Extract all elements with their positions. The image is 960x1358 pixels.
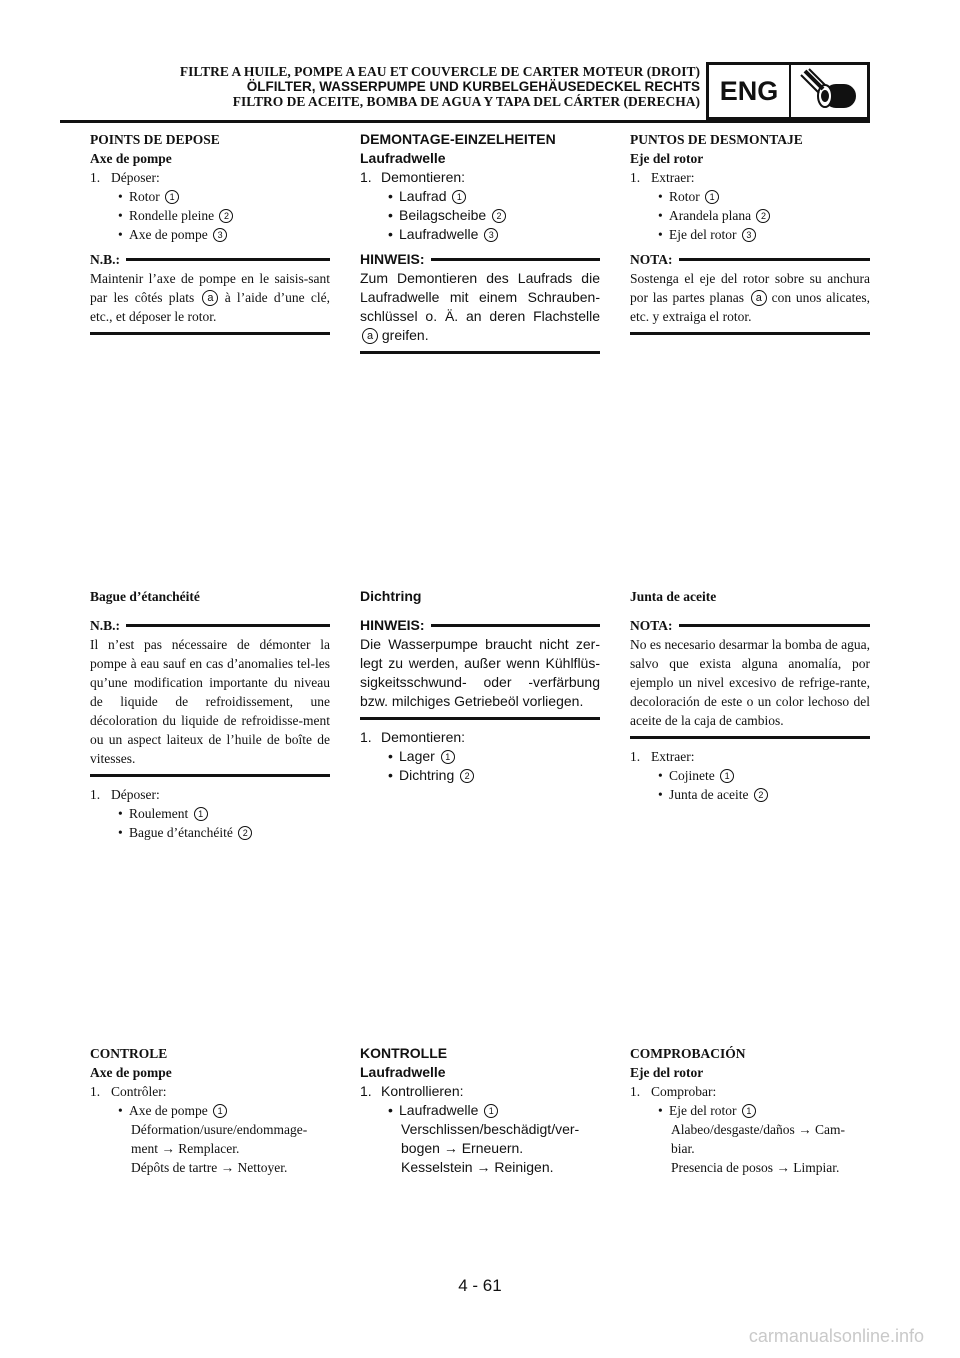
section-badge	[706, 62, 870, 120]
item-text: Rotor	[129, 189, 160, 204]
section-heading: Junta de aceite	[630, 589, 717, 604]
ref-number: 3	[484, 228, 498, 242]
section-label: ENG	[709, 65, 791, 117]
ref-number: 2	[238, 826, 252, 840]
section-heading: Bague d’étanchéité	[90, 589, 200, 604]
de-inspection-section	[360, 1044, 600, 1177]
list-item: • Rotor 1	[90, 187, 330, 206]
section-heading: Dichtring	[360, 588, 422, 604]
note-label: N.B.:	[90, 618, 120, 633]
ref-number: 1	[213, 1104, 227, 1118]
inspection-line: Kesselstein → Reinigen.	[401, 1159, 554, 1175]
note-end-rule	[630, 332, 870, 335]
item-text: Roulement	[129, 806, 189, 821]
list-item: • Laufradwelle 3	[360, 225, 600, 244]
item-text: Eje del rotor	[669, 227, 737, 242]
inspection-line: Alabeo/desgaste/daños → Cam-	[671, 1122, 845, 1137]
section-heading: CONTROLE	[90, 1046, 168, 1061]
inspection-line: biar.	[671, 1141, 695, 1156]
step	[630, 747, 870, 766]
section-heading: DEMONTAGE-EINZELHEITEN	[360, 131, 556, 147]
note-header	[360, 616, 600, 635]
section-subheading: Eje del rotor	[630, 151, 704, 166]
inspection-line: ment → Remplacer.	[131, 1141, 240, 1156]
note-header	[630, 250, 870, 269]
section-subheading: Axe de pompe	[90, 1065, 172, 1080]
list-item: • Cojinete 1	[630, 766, 870, 785]
note-text: No es necesario desarmar la bomba de agua, salvo que exista alguna anomalía, por ejemplo un nivel excesivo de refrige-rante, decoloración de este o un color lechoso del aceite de la caja de cambios.	[630, 637, 870, 728]
note-header	[360, 250, 600, 269]
note-label: NOTA:	[630, 252, 673, 267]
ref-letter: a	[202, 290, 218, 306]
ref-number: 1	[705, 190, 719, 204]
step	[630, 168, 870, 187]
ref-number: 2	[754, 788, 768, 802]
inspection-line: Verschlissen/beschädigt/ver-	[401, 1121, 580, 1137]
list-item: • Axe de pompe 1	[90, 1101, 330, 1120]
header-title-fr: FILTRE A HUILE, POMPE A EAU ET COUVERCLE DE CARTER MOTEUR (DROIT)	[179, 64, 700, 79]
ref-number: 1	[484, 1104, 498, 1118]
fr-inspection-section	[90, 1044, 330, 1177]
section-heading: COMPROBACIÓN	[630, 1046, 746, 1061]
step	[360, 1082, 600, 1101]
es-seal-section	[630, 587, 870, 804]
note-text: Zum Demontieren des Laufrads die Laufradwelle mit einem Schrauben-schlüssel o. Ä. an deren Flachstelle a greifen.	[360, 270, 600, 343]
header-title-es: FILTRO DE ACEITE, BOMBA DE AGUA Y TAPA DEL CÁRTER (DERECHA)	[232, 94, 700, 109]
header-title-de: ÖLFILTER, WASSERPUMPE UND KURBELGEHÄUSEDECKEL RECHTS	[246, 79, 700, 94]
step	[90, 168, 330, 187]
list-item: • Axe de pompe 3	[90, 225, 330, 244]
note-label: N.B.:	[90, 252, 120, 267]
step-number: 1.	[360, 1083, 372, 1099]
step	[360, 728, 600, 747]
step-number: 1.	[630, 749, 641, 764]
header-rule	[60, 120, 870, 123]
section-subheading: Laufradwelle	[360, 150, 446, 166]
page-header	[60, 60, 870, 122]
section-subheading: Axe de pompe	[90, 151, 172, 166]
ref-letter: a	[751, 290, 767, 306]
es-inspection-section	[630, 1044, 870, 1177]
step	[90, 1082, 330, 1101]
item-text: Cojinete	[669, 768, 715, 783]
note-text: Die Wasserpumpe braucht nicht zer-legt zu werden, außer wenn Kühlflüs-sigkeitsschwund- oder -verfärbung bzw. milchiges Getriebeöl vorliegen.	[360, 636, 600, 709]
ref-number: 1	[452, 190, 466, 204]
fr-removal-section	[90, 130, 330, 343]
item-text: Junta de aceite	[669, 787, 749, 802]
item-text: Eje del rotor	[669, 1103, 737, 1118]
ref-number: 3	[213, 228, 227, 242]
ref-number: 2	[219, 209, 233, 223]
fr-seal-section	[90, 587, 330, 842]
item-text: Bague d’étanchéité	[129, 825, 233, 840]
step-number: 1.	[90, 787, 101, 802]
step-number: 1.	[90, 170, 101, 185]
header-titles	[180, 64, 700, 109]
item-text: Laufradwelle	[399, 1102, 479, 1118]
step	[630, 1082, 870, 1101]
note-end-rule	[360, 351, 600, 354]
step-text: Déposer:	[111, 787, 160, 802]
ref-number: 2	[756, 209, 770, 223]
note-header	[90, 616, 330, 635]
step-text: Demontieren:	[381, 729, 466, 745]
list-item: • Junta de aceite 2	[630, 785, 870, 804]
section-subheading: Laufradwelle	[360, 1064, 446, 1080]
step-number: 1.	[360, 169, 372, 185]
step-text: Extraer:	[651, 749, 695, 764]
item-text: Axe de pompe	[129, 1103, 208, 1118]
item-text: Arandela plana	[669, 208, 752, 223]
note-label: HINWEIS:	[360, 251, 425, 267]
note-header	[630, 616, 870, 635]
list-item: • Laufradwelle 1	[360, 1101, 600, 1120]
note-text: Il n’est pas nécessaire de démonter la pompe à eau sauf en cas d’anomalies tel-les qu’une modification importante du niveau de liquide de refroidissement, une décoloration du liquide de refroidisse-ment ou un aspect laiteux de l’huile de boîte de vitesses.	[90, 637, 330, 766]
ref-number: 3	[742, 228, 756, 242]
list-item: • Beilagscheibe 2	[360, 206, 600, 225]
step-text: Contrôler:	[111, 1084, 167, 1099]
note-label: NOTA:	[630, 618, 673, 633]
inspection-line: Presencia de posos → Limpiar.	[671, 1160, 840, 1175]
list-item: • Roulement 1	[90, 804, 330, 823]
note-label: HINWEIS:	[360, 617, 425, 633]
ref-number: 1	[194, 807, 208, 821]
note-text: Maintenir l’axe de pompe en le saisis-sant par les côtés plats a à l’aide d’une clé, etc., et déposer le rotor.	[90, 271, 330, 324]
section-heading: PUNTOS DE DESMONTAJE	[630, 132, 803, 147]
step-number: 1.	[630, 1084, 641, 1099]
list-item: • Dichtring 2	[360, 766, 600, 785]
ref-number: 1	[165, 190, 179, 204]
list-item: • Lager 1	[360, 747, 600, 766]
item-text: Beilagscheibe	[399, 207, 487, 223]
list-item: • Rotor 1	[630, 187, 870, 206]
note-end-rule	[360, 717, 600, 720]
step-text: Déposer:	[111, 170, 160, 185]
step	[90, 785, 330, 804]
note-end-rule	[90, 332, 330, 335]
watermark: carmanualsonline.info	[748, 1326, 924, 1346]
step-text: Kontrollieren:	[381, 1083, 464, 1099]
item-text: Laufradwelle	[399, 226, 479, 242]
de-seal-section	[360, 587, 600, 785]
ref-number: 1	[441, 750, 455, 764]
inspection-line: Dépôts de tartre → Nettoyer.	[131, 1160, 288, 1175]
item-text: Lager	[399, 748, 435, 764]
step-number: 1.	[360, 729, 372, 745]
ref-number: 1	[720, 769, 734, 783]
step-text: Comprobar:	[651, 1084, 717, 1099]
step-number: 1.	[630, 170, 641, 185]
ref-number: 1	[742, 1104, 756, 1118]
section-subheading: Eje del rotor	[630, 1065, 704, 1080]
note-end-rule	[90, 774, 330, 777]
ref-letter: a	[362, 328, 378, 344]
list-item: • Eje del rotor 1	[630, 1101, 870, 1120]
section-heading: POINTS DE DEPOSE	[90, 132, 220, 147]
list-item: • Laufrad 1	[360, 187, 600, 206]
item-text: Rondelle pleine	[129, 208, 215, 223]
step	[360, 168, 600, 187]
note-text: Sostenga el eje del rotor sobre su anchura por las partes planas a con unos alicates, etc. y extraiga el rotor.	[630, 271, 871, 324]
item-text: Rotor	[669, 189, 700, 204]
ref-number: 2	[492, 209, 506, 223]
inspection-line: bogen → Erneuern.	[401, 1140, 524, 1156]
list-item: • Rondelle pleine 2	[90, 206, 330, 225]
section-heading: KONTROLLE	[360, 1045, 448, 1061]
inspection-line: Déformation/usure/endommage-	[131, 1122, 308, 1137]
item-text: Laufrad	[399, 188, 447, 204]
note-header	[90, 250, 330, 269]
page-number: 4 - 61	[458, 1276, 502, 1295]
step-number: 1.	[90, 1084, 101, 1099]
item-text: Axe de pompe	[129, 227, 208, 242]
de-removal-section	[360, 130, 600, 362]
list-item: • Bague d’étanchéité 2	[90, 823, 330, 842]
step-text: Demontieren:	[381, 169, 466, 185]
note-end-rule	[630, 736, 870, 739]
list-item: • Arandela plana 2	[630, 206, 870, 225]
item-text: Dichtring	[399, 767, 455, 783]
ref-number: 2	[460, 769, 474, 783]
engine-wrench-icon	[791, 65, 867, 117]
es-removal-section	[630, 130, 870, 343]
list-item: • Eje del rotor 3	[630, 225, 870, 244]
step-text: Extraer:	[651, 170, 695, 185]
